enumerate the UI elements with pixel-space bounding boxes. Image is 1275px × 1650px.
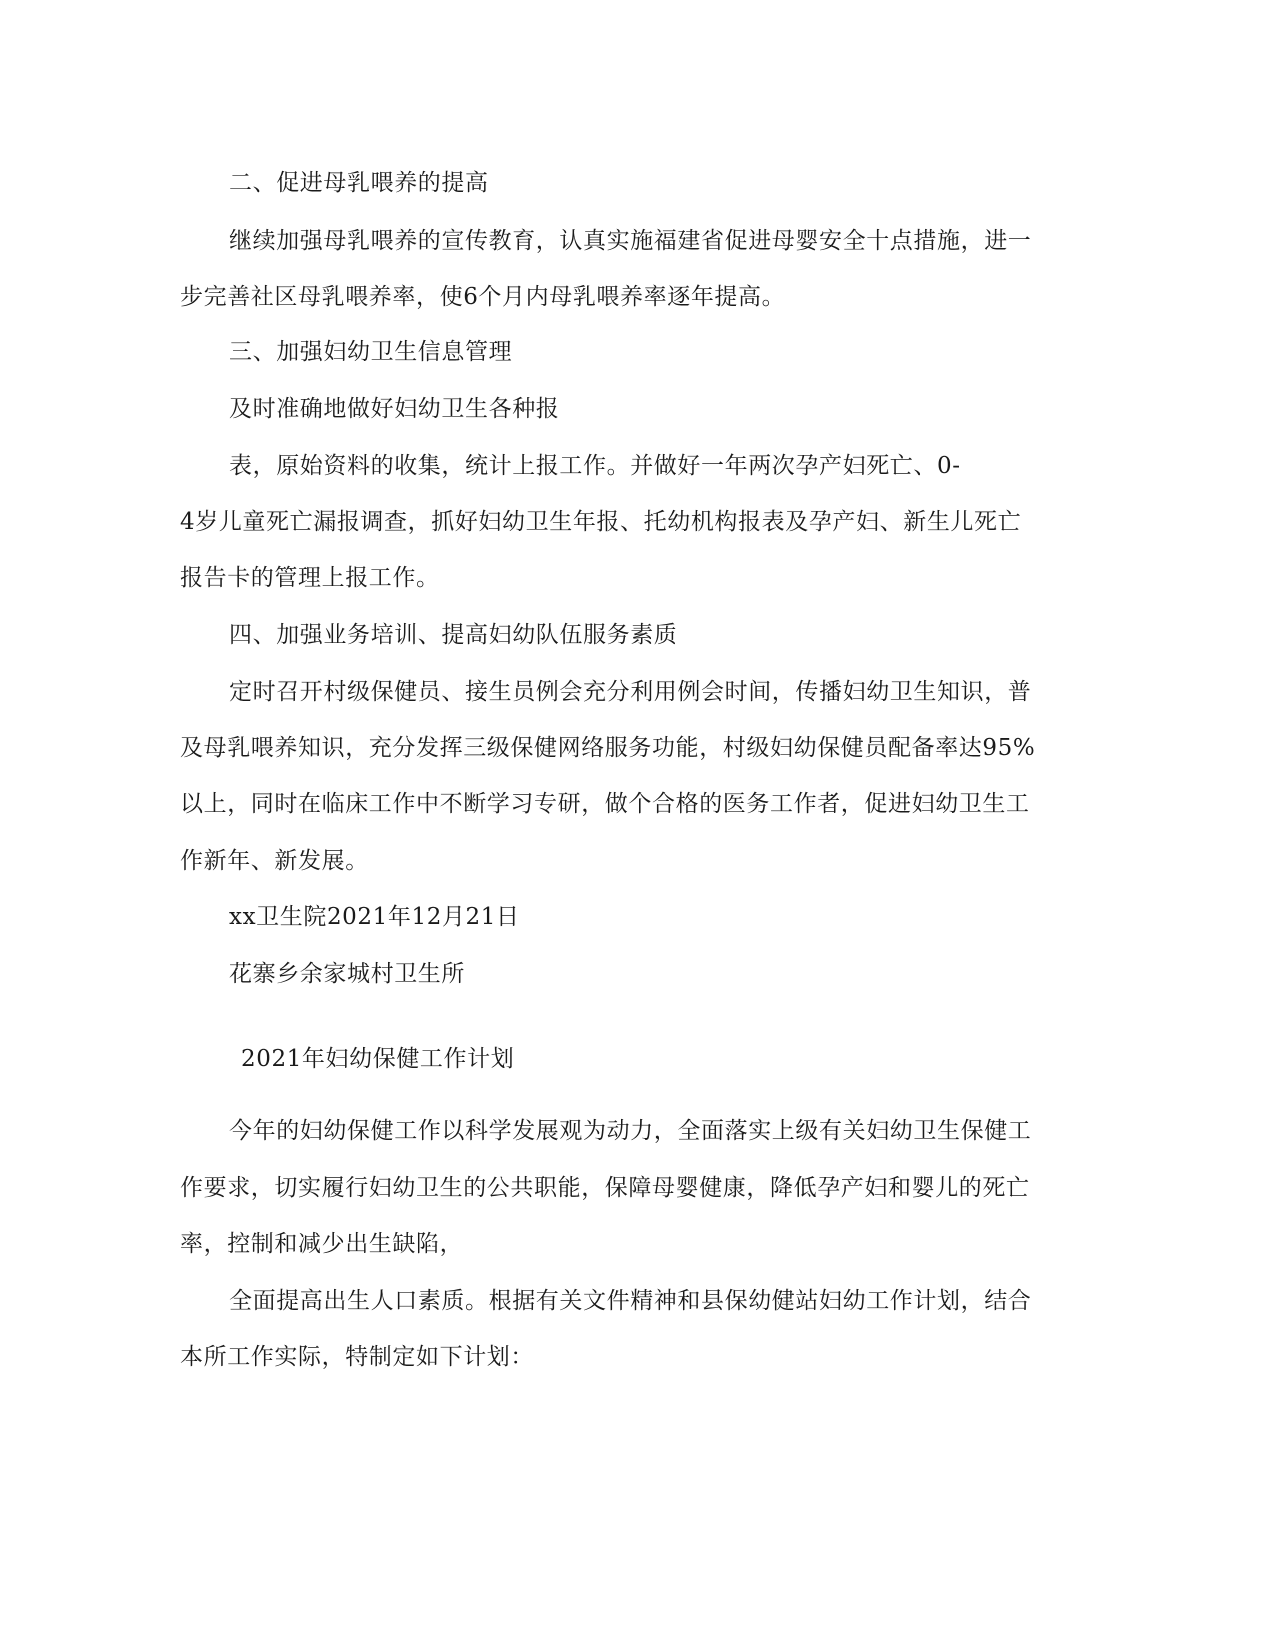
section-heading-breastfeeding: 二、促进母乳喂养的提高 [229,170,489,196]
paragraph-line: 步完善社区母乳喂养率，使6个月内母乳喂养率逐年提高。 [180,284,786,310]
paragraph-line: 以上，同时在临床工作中不断学习专研，做个合格的医务工作者，促进妇幼卫生工 [180,791,1030,817]
paragraph-line: 本所工作实际，特制定如下计划： [180,1344,534,1370]
signature-date: xx卫生院2021年12月21日 [229,904,520,930]
paragraph-line: 及时准确地做好妇幼卫生各种报 [229,396,560,422]
section-heading-training: 四、加强业务培训、提高妇幼队伍服务素质 [229,622,678,648]
paragraph-line: 全面提高出生人口素质。根据有关文件精神和县保幼健站妇幼工作计划，结合 [229,1288,1032,1314]
paragraph-line: 定时召开村级保健员、接生员例会充分利用例会时间，传播妇幼卫生知识，普 [229,679,1032,705]
paragraph-line: 继续加强母乳喂养的宣传教育，认真实施福建省促进母婴安全十点措施，进一 [229,228,1032,254]
signature-organization: 花寨乡余家城村卫生所 [229,961,465,987]
paragraph-line: 作新年、新发展。 [180,848,369,874]
paragraph-line: 及母乳喂养知识，充分发挥三级保健网络服务功能，村级妇幼保健员配备率达95% [180,735,1036,761]
paragraph-line: 今年的妇幼保健工作以科学发展观为动力，全面落实上级有关妇幼卫生保健工 [229,1118,1032,1144]
paragraph-line: 4岁儿童死亡漏报调查，抓好妇幼卫生年报、托幼机构报表及孕产妇、新生儿死亡 [180,509,1022,535]
document-title: 2021年妇幼保健工作计划 [241,1046,515,1072]
paragraph-line: 表，原始资料的收集，统计上报工作。并做好一年两次孕产妇死亡、0- [229,453,961,479]
paragraph-line: 率，控制和减少出生缺陷， [180,1231,464,1257]
paragraph-line: 作要求，切实履行妇幼卫生的公共职能，保障母婴健康，降低孕产妇和婴儿的死亡 [180,1175,1030,1201]
section-heading-info-management: 三、加强妇幼卫生信息管理 [229,339,513,365]
paragraph-line: 报告卡的管理上报工作。 [180,565,440,591]
